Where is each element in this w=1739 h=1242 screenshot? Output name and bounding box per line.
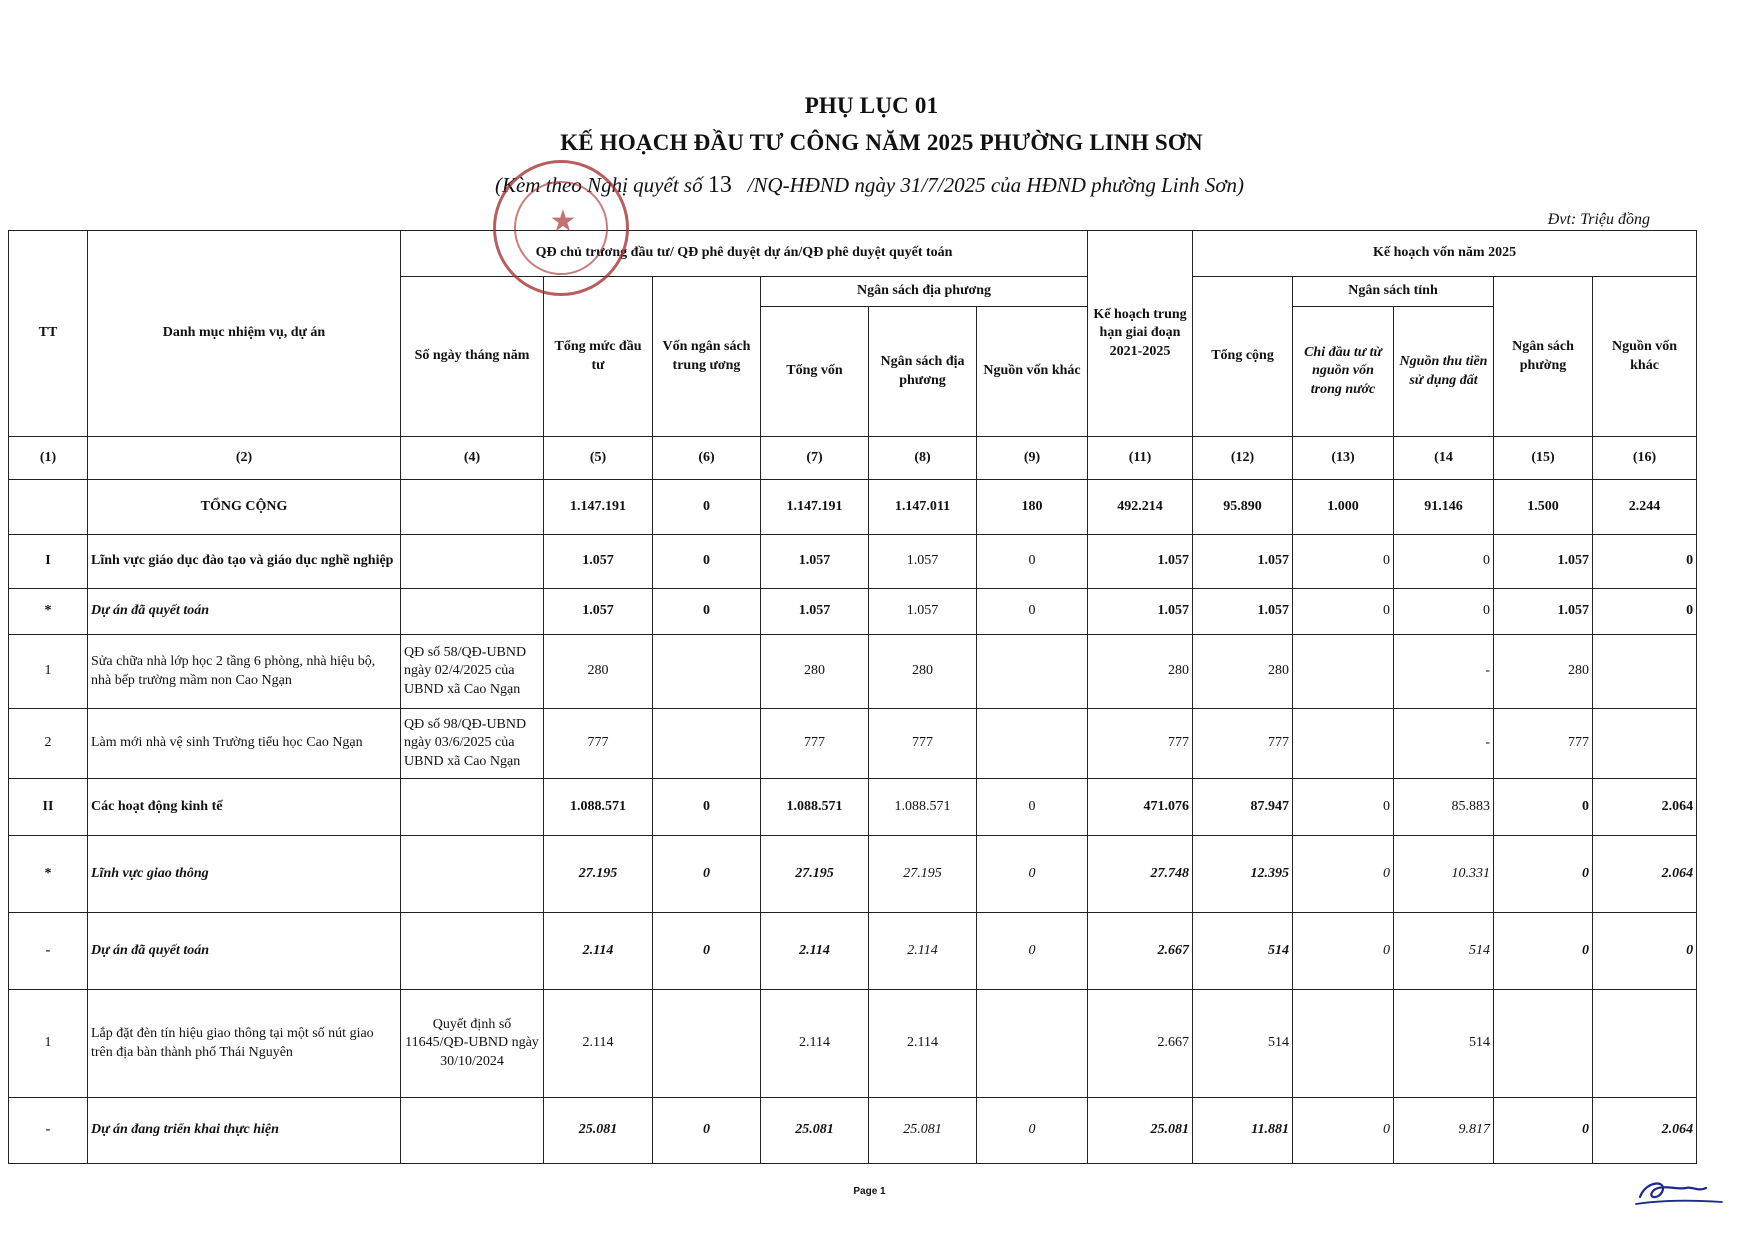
col-plan-total: Tổng cộng <box>1193 277 1293 437</box>
cell-province-domestic <box>1293 990 1394 1098</box>
col-number: (1) <box>9 437 88 480</box>
cell-ward-budget: 280 <box>1494 635 1593 709</box>
cell-total-investment: 1.088.571 <box>544 779 653 836</box>
cell-ward-budget: 0 <box>1494 779 1593 836</box>
cell-central-budget <box>653 635 761 709</box>
cell-plan-total: 11.881 <box>1193 1098 1293 1164</box>
cell-tt: 1 <box>9 990 88 1098</box>
cell-tt: 2 <box>9 709 88 779</box>
cell-tt: 1 <box>9 635 88 709</box>
cell-name: Sửa chữa nhà lớp học 2 tầng 6 phòng, nhà hiệu bộ, nhà bếp trường mầm non Cao Ngạn <box>88 635 401 709</box>
cell-province-land: 0 <box>1394 589 1494 635</box>
cell-total-capital: 2.114 <box>761 913 869 990</box>
cell-total-capital: 27.195 <box>761 836 869 913</box>
col-number: (15) <box>1494 437 1593 480</box>
col-central-budget: Vốn ngân sách trung ương <box>653 277 761 437</box>
cell-mid-term-plan: 1.057 <box>1088 535 1193 589</box>
cell-total-investment: 1.147.191 <box>544 480 653 535</box>
cell-local-budget: 1.147.011 <box>869 480 977 535</box>
col-tt: TT <box>9 231 88 437</box>
cell-local-budget: 280 <box>869 635 977 709</box>
cell-plan-other: 2.244 <box>1593 480 1697 535</box>
cell-ward-budget: 0 <box>1494 913 1593 990</box>
cell-province-land: 10.331 <box>1394 836 1494 913</box>
cell-province-domestic: 1.000 <box>1293 480 1394 535</box>
cell-mid-term-plan: 492.214 <box>1088 480 1193 535</box>
section-row <box>9 779 1697 836</box>
cell-province-domestic: 0 <box>1293 836 1394 913</box>
cell-local-budget: 1.057 <box>869 589 977 635</box>
table-body <box>9 437 1697 1164</box>
cell-total-capital: 1.088.571 <box>761 779 869 836</box>
col-total-capital: Tổng vốn <box>761 307 869 437</box>
cell-central-budget: 0 <box>653 913 761 990</box>
cell-central-budget: 0 <box>653 836 761 913</box>
col-mid-term-plan: Kế hoạch trung hạn giai đoạn 2021-2025 <box>1088 231 1193 437</box>
cell-central-budget: 0 <box>653 589 761 635</box>
cell-central-budget: 0 <box>653 535 761 589</box>
section-row <box>9 535 1697 589</box>
investment-plan-table <box>8 230 1697 1164</box>
project-row <box>9 990 1697 1098</box>
cell-total-investment: 27.195 <box>544 836 653 913</box>
cell-plan-total: 280 <box>1193 635 1293 709</box>
cell-province-domestic <box>1293 709 1394 779</box>
cell-plan-total: 1.057 <box>1193 535 1293 589</box>
col-total-investment: Tổng mức đầu tư <box>544 277 653 437</box>
col-number: (11) <box>1088 437 1193 480</box>
cell-plan-other: 0 <box>1593 913 1697 990</box>
cell-province-domestic: 0 <box>1293 779 1394 836</box>
col-plan-2025-group: Kế hoạch vốn năm 2025 <box>1193 231 1697 277</box>
column-number-row <box>9 437 1697 480</box>
cell-total-investment: 2.114 <box>544 990 653 1098</box>
col-number: (13) <box>1293 437 1394 480</box>
cell-local-budget: 777 <box>869 709 977 779</box>
cell-other-sources: 0 <box>977 913 1088 990</box>
cell-central-budget <box>653 709 761 779</box>
cell-plan-total: 87.947 <box>1193 779 1293 836</box>
cell-other-sources: 180 <box>977 480 1088 535</box>
project-row <box>9 709 1697 779</box>
cell-decision-date: QĐ số 58/QĐ-UBND ngày 02/4/2025 của UBND xã Cao Ngạn <box>401 635 544 709</box>
cell-province-domestic <box>1293 635 1394 709</box>
signature-icon <box>1632 1170 1727 1210</box>
cell-plan-total: 12.395 <box>1193 836 1293 913</box>
cell-local-budget: 1.088.571 <box>869 779 977 836</box>
cell-plan-total: 1.057 <box>1193 589 1293 635</box>
cell-local-budget: 1.057 <box>869 535 977 589</box>
field-row <box>9 913 1697 990</box>
cell-plan-other: 0 <box>1593 535 1697 589</box>
resolution-reference <box>0 172 1739 199</box>
cell-total-investment: 1.057 <box>544 589 653 635</box>
col-number: (6) <box>653 437 761 480</box>
cell-total-capital: 1.057 <box>761 535 869 589</box>
cell-mid-term-plan: 25.081 <box>1088 1098 1193 1164</box>
cell-province-domestic: 0 <box>1293 1098 1394 1164</box>
cell-plan-other <box>1593 635 1697 709</box>
cell-ward-budget: 1.057 <box>1494 589 1593 635</box>
cell-decision-date <box>401 913 544 990</box>
cell-name: TỔNG CỘNG <box>88 480 401 535</box>
cell-province-domestic: 0 <box>1293 589 1394 635</box>
cell-total-capital: 777 <box>761 709 869 779</box>
cell-name: Lĩnh vực giao thông <box>88 836 401 913</box>
col-local-budget-group: Ngân sách địa phương <box>761 277 1088 307</box>
cell-ward-budget: 1.500 <box>1494 480 1593 535</box>
cell-ward-budget: 0 <box>1494 1098 1593 1164</box>
resolution-reference-suffix: /NQ-HĐND ngày 31/7/2025 của HĐND phường Linh Sơn) <box>747 173 1245 197</box>
cell-other-sources: 0 <box>977 1098 1088 1164</box>
table-header <box>9 231 1697 437</box>
col-number: (7) <box>761 437 869 480</box>
col-number: (9) <box>977 437 1088 480</box>
cell-ward-budget: 1.057 <box>1494 535 1593 589</box>
cell-total-investment: 1.057 <box>544 535 653 589</box>
cell-tt: I <box>9 535 88 589</box>
cell-central-budget: 0 <box>653 1098 761 1164</box>
cell-plan-other: 2.064 <box>1593 1098 1697 1164</box>
cell-local-budget: 2.114 <box>869 990 977 1098</box>
cell-ward-budget: 0 <box>1494 836 1593 913</box>
cell-total-capital: 1.147.191 <box>761 480 869 535</box>
cell-mid-term-plan: 280 <box>1088 635 1193 709</box>
cell-name: Lĩnh vực giáo dục đào tạo và giáo dục nghề nghiệp <box>88 535 401 589</box>
cell-decision-date <box>401 779 544 836</box>
cell-tt: * <box>9 836 88 913</box>
cell-name: Lắp đặt đèn tín hiệu giao thông tại một số nút giao trên địa bàn thành phố Thái Nguyên <box>88 990 401 1098</box>
cell-province-domestic: 0 <box>1293 913 1394 990</box>
cell-total-capital: 25.081 <box>761 1098 869 1164</box>
cell-other-sources <box>977 990 1088 1098</box>
cell-province-land: 0 <box>1394 535 1494 589</box>
col-plan-other: Nguồn vốn khác <box>1593 277 1697 437</box>
col-number: (14 <box>1394 437 1494 480</box>
cell-province-land: - <box>1394 709 1494 779</box>
cell-decision-date <box>401 535 544 589</box>
col-local-budget: Ngân sách địa phương <box>869 307 977 437</box>
col-number: (2) <box>88 437 401 480</box>
cell-tt <box>9 480 88 535</box>
col-ward-budget: Ngân sách phường <box>1494 277 1593 437</box>
cell-other-sources: 0 <box>977 779 1088 836</box>
cell-total-investment: 25.081 <box>544 1098 653 1164</box>
cell-tt: - <box>9 1098 88 1164</box>
cell-mid-term-plan: 471.076 <box>1088 779 1193 836</box>
cell-mid-term-plan: 777 <box>1088 709 1193 779</box>
cell-name: Làm mới nhà vệ sinh Trường tiểu học Cao Ngạn <box>88 709 401 779</box>
col-decision-date: Số ngày tháng năm <box>401 277 544 437</box>
cell-other-sources <box>977 635 1088 709</box>
resolution-reference-prefix: (Kèm theo Nghị quyết số <box>494 173 703 197</box>
cell-plan-other: 2.064 <box>1593 779 1697 836</box>
cell-total-capital: 2.114 <box>761 990 869 1098</box>
col-province-land: Nguồn thu tiền sử dụng đất <box>1394 307 1494 437</box>
cell-name: Dự án đang triển khai thực hiện <box>88 1098 401 1164</box>
cell-mid-term-plan: 2.667 <box>1088 990 1193 1098</box>
cell-name: Dự án đã quyết toán <box>88 589 401 635</box>
plan-title: KẾ HOẠCH ĐẦU TƯ CÔNG NĂM 2025 PHƯỜNG LINH SƠN <box>560 130 1203 155</box>
cell-plan-other <box>1593 990 1697 1098</box>
cell-mid-term-plan: 2.667 <box>1088 913 1193 990</box>
col-province-group: Ngân sách tỉnh <box>1293 277 1494 307</box>
cell-plan-total: 514 <box>1193 913 1293 990</box>
cell-province-land: - <box>1394 635 1494 709</box>
cell-central-budget: 0 <box>653 480 761 535</box>
col-number: (5) <box>544 437 653 480</box>
cell-province-land: 514 <box>1394 990 1494 1098</box>
cell-total-investment: 280 <box>544 635 653 709</box>
cell-other-sources: 0 <box>977 836 1088 913</box>
col-other-sources: Nguồn vốn khác <box>977 307 1088 437</box>
cell-central-budget <box>653 990 761 1098</box>
total-row <box>9 480 1697 535</box>
cell-ward-budget <box>1494 990 1593 1098</box>
page-number: Page 1 <box>853 1186 886 1197</box>
cell-local-budget: 2.114 <box>869 913 977 990</box>
cell-name: Dự án đã quyết toán <box>88 913 401 990</box>
cell-total-investment: 777 <box>544 709 653 779</box>
cell-decision-date: QĐ số 98/QĐ-UBND ngày 03/6/2025 của UBND xã Cao Ngạn <box>401 709 544 779</box>
cell-decision-date <box>401 1098 544 1164</box>
cell-province-land: 85.883 <box>1394 779 1494 836</box>
resolution-number: 13 <box>707 172 732 198</box>
cell-ward-budget: 777 <box>1494 709 1593 779</box>
unit-label: Đvt: Triệu đồng <box>1547 211 1650 228</box>
cell-plan-total: 514 <box>1193 990 1293 1098</box>
cell-province-land: 514 <box>1394 913 1494 990</box>
cell-decision-date: Quyết định số 11645/QĐ-UBND ngày 30/10/2024 <box>401 990 544 1098</box>
group-row <box>9 589 1697 635</box>
cell-other-sources: 0 <box>977 589 1088 635</box>
col-decision-group: QĐ chủ trương đầu tư/ QĐ phê duyệt dự án/QĐ phê duyệt quyết toán <box>401 231 1088 277</box>
cell-central-budget: 0 <box>653 779 761 836</box>
cell-total-investment: 2.114 <box>544 913 653 990</box>
col-province-domestic: Chi đầu tư từ nguồn vốn trong nước <box>1293 307 1394 437</box>
cell-total-capital: 280 <box>761 635 869 709</box>
project-row <box>9 635 1697 709</box>
cell-tt: * <box>9 589 88 635</box>
cell-other-sources <box>977 709 1088 779</box>
field-row <box>9 836 1697 913</box>
cell-mid-term-plan: 1.057 <box>1088 589 1193 635</box>
cell-plan-total: 777 <box>1193 709 1293 779</box>
field-row <box>9 1098 1697 1164</box>
cell-local-budget: 25.081 <box>869 1098 977 1164</box>
col-number: (16) <box>1593 437 1697 480</box>
col-name: Danh mục nhiệm vụ, dự án <box>88 231 401 437</box>
cell-total-capital: 1.057 <box>761 589 869 635</box>
cell-decision-date <box>401 836 544 913</box>
appendix-title: PHỤ LỤC 01 <box>804 93 939 118</box>
cell-decision-date <box>401 589 544 635</box>
cell-tt: II <box>9 779 88 836</box>
cell-plan-other <box>1593 709 1697 779</box>
cell-province-land: 9.817 <box>1394 1098 1494 1164</box>
cell-plan-total: 95.890 <box>1193 480 1293 535</box>
cell-tt: - <box>9 913 88 990</box>
cell-plan-other: 2.064 <box>1593 836 1697 913</box>
cell-plan-other: 0 <box>1593 589 1697 635</box>
cell-province-land: 91.146 <box>1394 480 1494 535</box>
cell-local-budget: 27.195 <box>869 836 977 913</box>
cell-province-domestic: 0 <box>1293 535 1394 589</box>
official-seal-icon: ★ <box>493 160 629 296</box>
cell-decision-date <box>401 480 544 535</box>
col-number: (4) <box>401 437 544 480</box>
col-number: (8) <box>869 437 977 480</box>
cell-mid-term-plan: 27.748 <box>1088 836 1193 913</box>
cell-name: Các hoạt động kinh tế <box>88 779 401 836</box>
col-number: (12) <box>1193 437 1293 480</box>
cell-other-sources: 0 <box>977 535 1088 589</box>
